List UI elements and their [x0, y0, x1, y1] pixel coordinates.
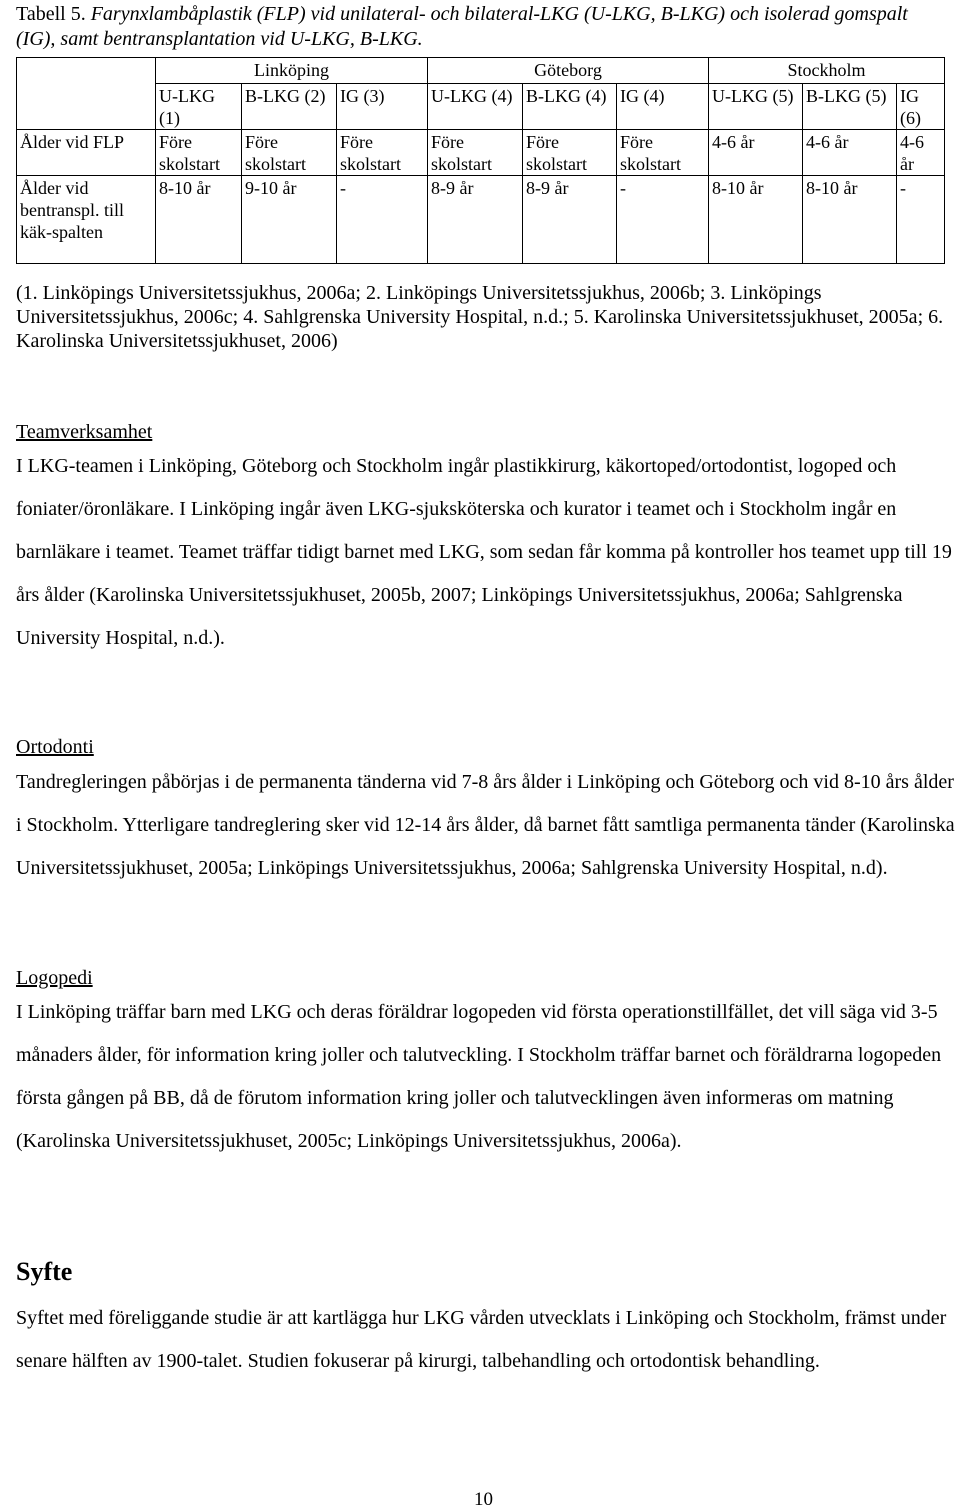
table-cell: 4-6 år — [897, 130, 945, 176]
row-label: Ålder vid bentranspl. till käk-spalten — [17, 176, 156, 264]
section-text-team: I LKG-teamen i Linköping, Göteborg och Stockholm ingår plastikkirurg, käkortoped/ortodontist, logoped och foniater/öronläkare. I Linköping ingår även LKG-sjuksköterska och kurator i teamet och i Stockholm ingår en barnläkare i teamet. Teamet träffar tidigt barnet med LKG, som sedan får komma på kontroller hos teamet upp till 19 års ålder (Karolinska Universitetssjukhuset, 2005b, 2007; Linköpings Universitetssjukhus, 2006a; Sahlgrenska University Hospital, n.d.). — [16, 455, 952, 649]
table-cell: 8-9 år — [523, 176, 617, 264]
section-heading-logopedi: Logopedi — [16, 967, 93, 989]
group-header: U-LKG (1) — [156, 84, 242, 130]
table-cell: Före skolstart — [242, 130, 337, 176]
section-heading-team: Teamverksamhet — [16, 421, 153, 443]
table-header-groups — [17, 84, 945, 130]
section-heading-ortodonti: Ortodonti — [16, 736, 94, 758]
section-text-ortodonti: Tandregleringen påbörjas i de permanenta tänderna vid 7-8 års ålder i Linköping och Göteborg och vid 8-10 års ålder i Stockholm. Ytterligare tandreglering sker vid 12-14 års ålder, då barnet fått samtliga permanenta tänder (Karolinska Universitetssjukhuset, 2005a; Linköpings Universitetssjukhus, 2006a; Sahlgrenska University Hospital, n.d). — [16, 771, 955, 879]
table-header-cities — [17, 58, 945, 84]
group-header: IG (3) — [337, 84, 428, 130]
table-cell: - — [617, 176, 709, 264]
city-header: Linköping — [156, 58, 428, 84]
group-header: IG (4) — [617, 84, 709, 130]
city-header: Göteborg — [428, 58, 709, 84]
table-references: (1. Linköpings Universitetssjukhus, 2006a; 2. Linköpings Universitetssjukhus, 2006b; 3. Linköpings Universitetssjukhus, 2006c; 4. Sahlgrenska University Hospital, n.d.; 5. Karolinska Universitetssjukhuset, 2005a; 6. Karolinska Universitetssjukhuset, 2006) — [16, 282, 944, 352]
group-header: IG (6) — [897, 84, 945, 130]
group-header: U-LKG (5) — [709, 84, 803, 130]
table-cell: 8-10 år — [803, 176, 897, 264]
group-header: U-LKG (4) — [428, 84, 523, 130]
table-corner-cell — [17, 58, 156, 130]
table-row — [17, 130, 945, 176]
table-cell: 4-6 år — [709, 130, 803, 176]
table-cell: Före skolstart — [156, 130, 242, 176]
group-header: B-LKG (5) — [803, 84, 897, 130]
section-text-logopedi: I Linköping träffar barn med LKG och deras föräldrar logopeden vid första operationstillfället, det vill säga vid 3-5 månaders ålder, för information kring joller och talutveckling. I Stockholm träffar barnet och föräldrarna logopeden första gången på BB, då de förutom information kring joller och talutvecklingen även informeras om matning (Karolinska Universitetssjukhuset, 2005c; Linköpings Universitetssjukhus, 2006a). — [16, 1001, 942, 1152]
table-caption — [16, 2, 946, 52]
table-cell: - — [337, 176, 428, 264]
table-row — [17, 176, 945, 264]
table-cell: Före skolstart — [523, 130, 617, 176]
table-caption-title: Farynxlambåplastik (FLP) vid unilateral- och bilateral-LKG (U-LKG, B-LKG) och isolerad gomspalt (IG), samt bentransplantation vid U-LKG, B-LKG. — [16, 3, 908, 50]
section-heading-syfte: Syfte — [16, 1257, 73, 1286]
data-table — [16, 57, 945, 264]
table-cell: 8-10 år — [709, 176, 803, 264]
row-label: Ålder vid FLP — [17, 130, 156, 176]
table-cell: - — [897, 176, 945, 264]
table-cell: Före skolstart — [428, 130, 523, 176]
group-header: B-LKG (2) — [242, 84, 337, 130]
table-caption-lead: Tabell 5. — [16, 3, 86, 25]
group-header: B-LKG (4) — [523, 84, 617, 130]
table-cell: Före skolstart — [617, 130, 709, 176]
city-header: Stockholm — [709, 58, 945, 84]
table-cell: Före skolstart — [337, 130, 428, 176]
page-number: 10 — [474, 1489, 493, 1510]
table-cell: 9-10 år — [242, 176, 337, 264]
table-cell: 8-9 år — [428, 176, 523, 264]
section-text-syfte: Syftet med föreliggande studie är att kartlägga hur LKG vården utvecklats i Linköping och Stockholm, främst under senare hälften av 1900-talet. Studien fokuserar på kirurgi, talbehandling och ortodontisk behandling. — [16, 1307, 947, 1372]
table-cell: 4-6 år — [803, 130, 897, 176]
table-cell: 8-10 år — [156, 176, 242, 264]
